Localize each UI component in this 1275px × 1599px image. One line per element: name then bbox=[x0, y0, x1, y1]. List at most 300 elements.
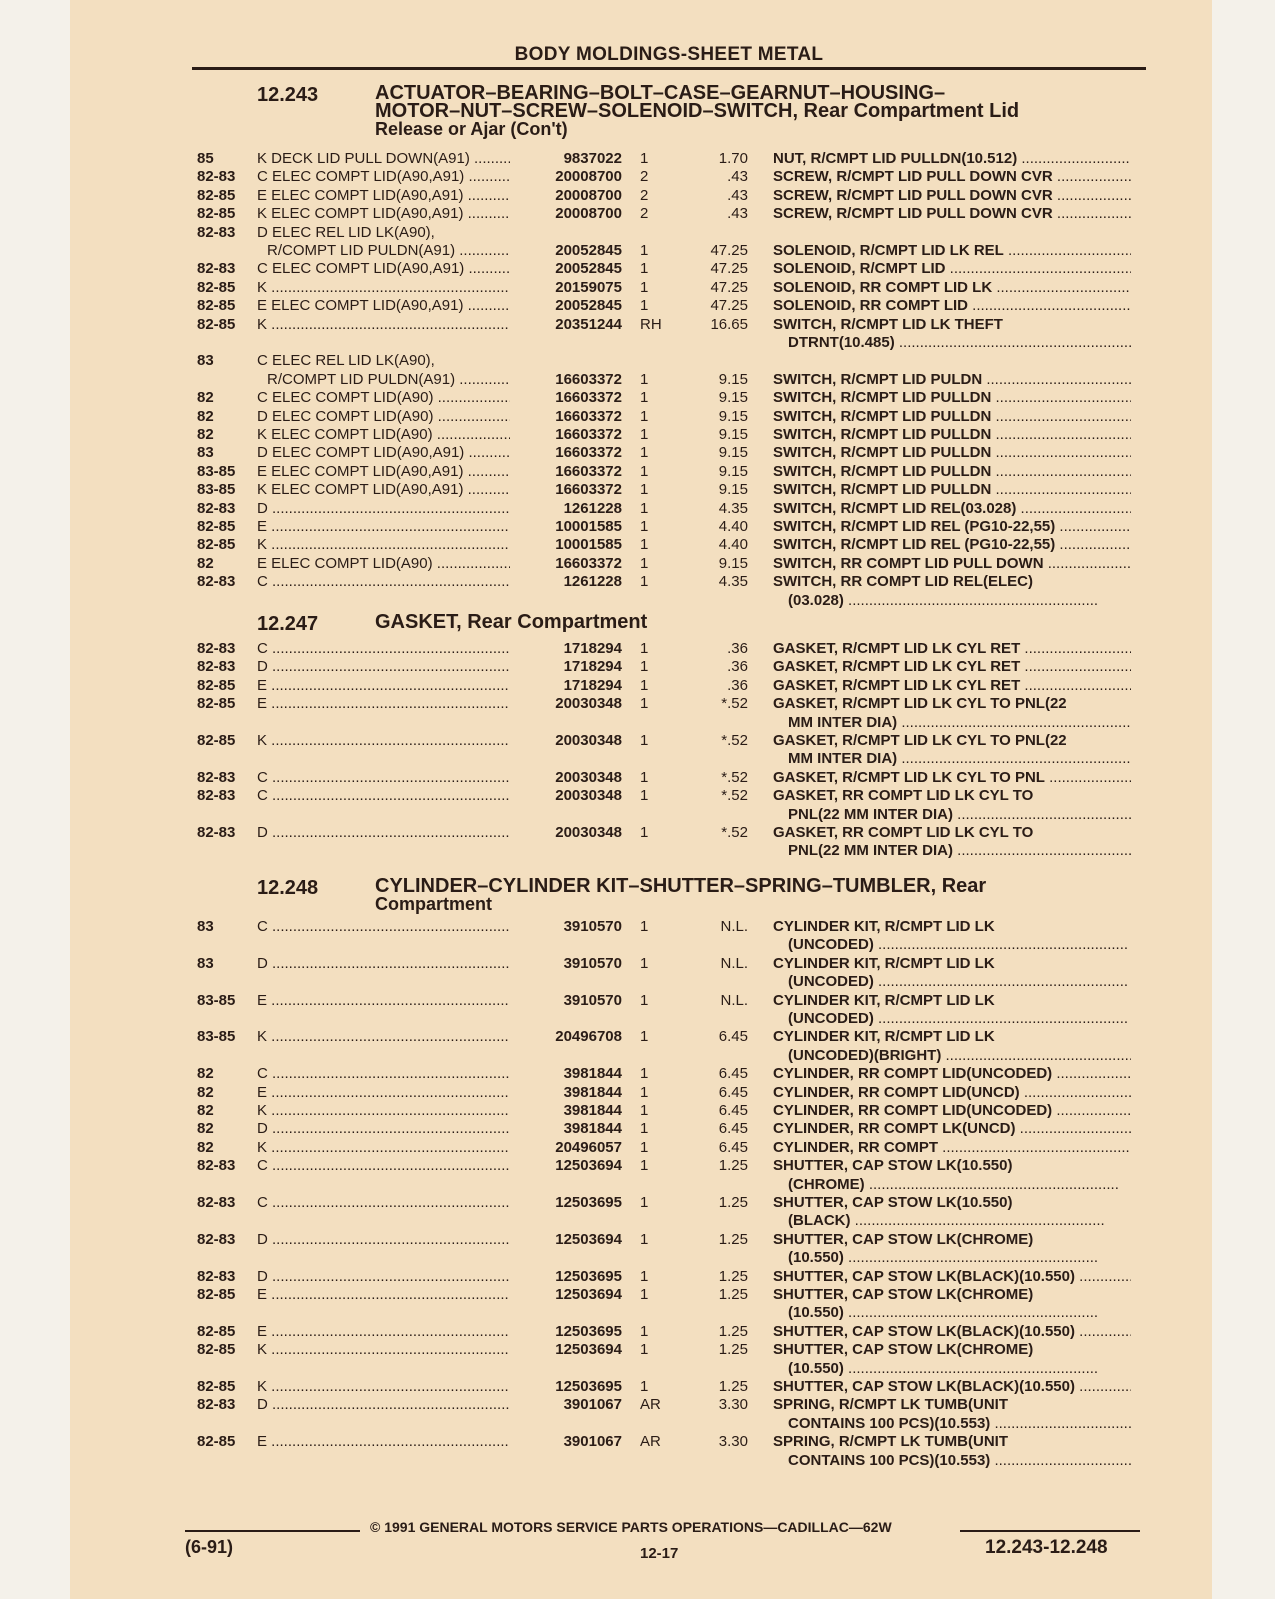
model-years: 82-85 bbox=[197, 1341, 236, 1359]
model-years: 83 bbox=[197, 352, 214, 370]
quantity: 1 bbox=[640, 260, 649, 278]
table-row bbox=[70, 389, 1212, 408]
quantity: 1 bbox=[640, 658, 649, 676]
body-style-description: K ELEC COMPT LID(A90,A91) ..... bbox=[257, 205, 525, 222]
part-name: CYLINDER, RR COMPT LID(UNCODED) ..... bbox=[773, 1065, 1131, 1082]
quantity: 1 bbox=[640, 150, 649, 167]
table-row bbox=[70, 150, 1212, 169]
model-years: 82-83 bbox=[197, 640, 236, 657]
part-name-cont: (10.550) ..... bbox=[788, 1304, 1131, 1321]
footer-page-number: 12-17 bbox=[640, 1545, 679, 1562]
table-row bbox=[70, 658, 1212, 677]
price: 4.35 bbox=[718, 573, 748, 591]
part-name: SCREW, R/CMPT LID PULL DOWN CVR ..... bbox=[773, 205, 1131, 222]
part-name-cont: (UNCODED)(BRIGHT) ..... bbox=[788, 1047, 1131, 1064]
quantity: 1 bbox=[640, 407, 649, 425]
table-row-continuation bbox=[70, 714, 1212, 733]
price: 1.25 bbox=[718, 1286, 748, 1303]
quantity: 1 bbox=[640, 918, 649, 935]
price: .36 bbox=[727, 676, 748, 694]
footer-section-range: 12.243-12.248 bbox=[985, 1537, 1108, 1558]
body-style-description: E ..... bbox=[257, 695, 525, 712]
table-row bbox=[70, 955, 1212, 974]
quantity: 1 bbox=[640, 991, 649, 1009]
model-years: 82-85 bbox=[197, 1286, 236, 1303]
table-row bbox=[70, 1194, 1212, 1213]
table-row bbox=[70, 408, 1212, 427]
model-years: 82-85 bbox=[197, 695, 236, 713]
price: 6.45 bbox=[718, 1102, 748, 1119]
table-row bbox=[70, 992, 1212, 1011]
part-name: CYLINDER KIT, R/CMPT LID LK bbox=[773, 991, 995, 1009]
quantity: AR bbox=[640, 1433, 661, 1451]
price: 1.25 bbox=[718, 1194, 748, 1211]
part-number: 12503695 bbox=[510, 1194, 622, 1211]
part-name: SWITCH, R/CMPT LID PULLDN ..... bbox=[773, 408, 1131, 425]
model-years: 83 bbox=[197, 444, 214, 462]
model-years: 82-83 bbox=[197, 658, 236, 676]
price: 1.25 bbox=[718, 1378, 748, 1395]
part-number: 12503695 bbox=[510, 1323, 622, 1340]
quantity: 1 bbox=[640, 1120, 649, 1138]
body-style-description: C ..... bbox=[257, 1194, 525, 1211]
part-name: SWITCH, R/CMPT LID REL(03.028) ..... bbox=[773, 500, 1131, 517]
part-name: SHUTTER, CAP STOW LK(10.550) bbox=[773, 1157, 1013, 1175]
quantity: 1 bbox=[640, 1138, 649, 1156]
part-number: 3981844 bbox=[510, 1102, 622, 1119]
model-years: 82-83 bbox=[197, 768, 236, 786]
part-name: SHUTTER, CAP STOW LK(CHROME) bbox=[773, 1286, 1034, 1303]
quantity: 1 bbox=[640, 824, 649, 841]
body-style-description: D ..... bbox=[257, 824, 525, 841]
price: 6.45 bbox=[718, 1138, 748, 1156]
part-name: CYLINDER, RR COMPT LID(UNCODED) ..... bbox=[773, 1102, 1131, 1119]
model-years: 82 bbox=[197, 1083, 214, 1101]
part-number: 12503694 bbox=[510, 1286, 622, 1303]
part-number: 1718294 bbox=[510, 677, 622, 694]
table-row bbox=[70, 1286, 1212, 1305]
table-row-continuation bbox=[70, 936, 1212, 955]
part-name-cont: MM INTER DIA) ..... bbox=[788, 750, 1131, 767]
table-row bbox=[70, 1065, 1212, 1084]
price: *.52 bbox=[721, 787, 748, 805]
model-years: 82 bbox=[197, 407, 214, 425]
table-row bbox=[70, 352, 1212, 371]
model-years: 82-85 bbox=[197, 205, 236, 223]
table-row bbox=[70, 1120, 1212, 1139]
price: *.52 bbox=[721, 824, 748, 841]
price: 47.25 bbox=[710, 297, 748, 315]
price: 47.25 bbox=[710, 278, 748, 296]
table-row-continuation bbox=[70, 371, 1212, 390]
quantity: 1 bbox=[640, 1194, 649, 1211]
part-number: 20008700 bbox=[510, 187, 622, 204]
model-years: 82-83 bbox=[197, 824, 236, 841]
body-style-description-cont: R/COMPT LID PULDN(A91) ..... bbox=[267, 242, 525, 259]
table-row bbox=[70, 297, 1212, 316]
part-name: SOLENOID, R/CMPT LID LK REL ..... bbox=[773, 242, 1131, 259]
part-number: 3901067 bbox=[510, 1396, 622, 1413]
part-number: 10001585 bbox=[510, 518, 622, 535]
table-row-continuation bbox=[70, 1415, 1212, 1434]
part-number: 20008700 bbox=[510, 205, 622, 222]
quantity: 1 bbox=[640, 573, 649, 591]
table-row-continuation bbox=[70, 1212, 1212, 1231]
part-number: 20052845 bbox=[510, 297, 622, 314]
price: 9.15 bbox=[718, 444, 748, 462]
quantity: 1 bbox=[640, 732, 649, 749]
table-row-continuation bbox=[70, 1249, 1212, 1268]
body-style-description: K ELEC COMPT LID(A90) ..... bbox=[257, 426, 525, 443]
price: .43 bbox=[727, 168, 748, 186]
part-number: 1718294 bbox=[510, 640, 622, 657]
part-name: SOLENOID, RR COMPT LID LK ..... bbox=[773, 279, 1131, 296]
price: N.L. bbox=[720, 991, 748, 1009]
body-style-description: K ..... bbox=[257, 1378, 525, 1395]
part-name: SWITCH, R/CMPT LID REL (PG10-22,55) ..... bbox=[773, 536, 1131, 553]
table-row bbox=[70, 1378, 1212, 1397]
quantity: 1 bbox=[640, 1083, 649, 1101]
part-number: 3910570 bbox=[510, 955, 622, 972]
model-years: 82-83 bbox=[197, 1396, 236, 1414]
part-number: 9837022 bbox=[510, 150, 622, 167]
part-name: SWITCH, R/CMPT LID PULLDN ..... bbox=[773, 481, 1131, 498]
table-row bbox=[70, 205, 1212, 224]
body-style-description: D ..... bbox=[257, 658, 525, 675]
quantity: 1 bbox=[640, 444, 649, 462]
price: 9.15 bbox=[718, 462, 748, 480]
quantity: 2 bbox=[640, 205, 649, 223]
page-header-title: BODY MOLDINGS-SHEET METAL bbox=[514, 44, 824, 65]
part-name-cont: MM INTER DIA) ..... bbox=[788, 714, 1131, 731]
part-name: CYLINDER, RR COMPT LID(UNCD) ..... bbox=[773, 1084, 1131, 1101]
table-row bbox=[70, 1433, 1212, 1452]
table-row bbox=[70, 1268, 1212, 1287]
body-style-description: D ..... bbox=[257, 1120, 525, 1137]
part-number: 20030348 bbox=[510, 732, 622, 749]
part-number: 12503694 bbox=[510, 1157, 622, 1174]
part-name: GASKET, R/CMPT LID LK CYL RET ..... bbox=[773, 677, 1131, 694]
price: 6.45 bbox=[718, 1120, 748, 1138]
price: 1.25 bbox=[718, 1267, 748, 1285]
table-row bbox=[70, 573, 1212, 592]
part-number: 1261228 bbox=[510, 500, 622, 517]
model-years: 83 bbox=[197, 954, 214, 972]
part-name: GASKET, RR COMPT LID LK CYL TO bbox=[773, 787, 1034, 805]
table-row bbox=[70, 1028, 1212, 1047]
model-years: 82-83 bbox=[197, 1267, 236, 1285]
part-number: 12503695 bbox=[510, 1268, 622, 1285]
price: 9.15 bbox=[718, 426, 748, 443]
model-years: 82-85 bbox=[197, 732, 236, 749]
table-row bbox=[70, 481, 1212, 500]
model-years: 83-85 bbox=[197, 481, 236, 499]
part-name: CYLINDER, RR COMPT ..... bbox=[773, 1139, 1131, 1156]
catalog-page bbox=[70, 0, 1212, 1599]
part-number: 20496708 bbox=[510, 1028, 622, 1045]
table-row bbox=[70, 732, 1212, 751]
body-style-description: E ..... bbox=[257, 1286, 525, 1303]
part-number: 3981844 bbox=[510, 1084, 622, 1101]
part-name: SWITCH, RR COMPT LID PULL DOWN ..... bbox=[773, 555, 1131, 572]
body-style-description: E ELEC COMPT LID(A90,A91) ..... bbox=[257, 187, 525, 204]
body-style-description: C ..... bbox=[257, 573, 525, 590]
part-name: SWITCH, R/CMPT LID PULLDN ..... bbox=[773, 444, 1131, 461]
part-number: 16603372 bbox=[510, 444, 622, 461]
model-years: 85 bbox=[197, 150, 214, 167]
body-style-description: K ELEC COMPT LID(A90,A91) ..... bbox=[257, 481, 525, 498]
body-style-description: K DECK LID PULL DOWN(A91) ..... bbox=[257, 150, 525, 167]
section-title-line: Release or Ajar (Con't) bbox=[375, 119, 568, 139]
body-style-description: E ELEC COMPT LID(A90,A91) ..... bbox=[257, 463, 525, 480]
part-number: 16603372 bbox=[510, 463, 622, 480]
model-years: 82-85 bbox=[197, 676, 236, 694]
table-row bbox=[70, 555, 1212, 574]
model-years: 82-85 bbox=[197, 1433, 236, 1451]
part-number: 1261228 bbox=[510, 573, 622, 590]
quantity: 1 bbox=[640, 1267, 649, 1285]
price: 1.25 bbox=[718, 1230, 748, 1248]
price: *.52 bbox=[721, 768, 748, 786]
part-name: SWITCH, R/CMPT LID REL (PG10-22,55) ..... bbox=[773, 518, 1131, 535]
price: 6.45 bbox=[718, 1028, 748, 1046]
part-name: SOLENOID, R/CMPT LID ..... bbox=[773, 260, 1131, 277]
price: 47.25 bbox=[710, 242, 748, 259]
quantity: 1 bbox=[640, 1341, 649, 1359]
quantity: 1 bbox=[640, 278, 649, 296]
section-number: 12.248 bbox=[257, 877, 319, 899]
model-years: 83-85 bbox=[197, 1028, 236, 1046]
part-name-cont: DTRNT(10.485) ..... bbox=[788, 334, 1131, 351]
part-name-cont: PNL(22 MM INTER DIA) ..... bbox=[788, 842, 1131, 859]
quantity: AR bbox=[640, 1396, 661, 1414]
quantity: 1 bbox=[640, 462, 649, 480]
table-row-continuation bbox=[70, 973, 1212, 992]
footer-copyright: © 1991 GENERAL MOTORS SERVICE PARTS OPERATIONS—CADILLAC—62W bbox=[370, 1519, 892, 1535]
part-number: 20030348 bbox=[510, 695, 622, 712]
body-style-description: K ..... bbox=[257, 1028, 525, 1045]
body-style-description: K ..... bbox=[257, 316, 525, 333]
quantity: 1 bbox=[640, 389, 649, 407]
price: 3.30 bbox=[718, 1433, 748, 1451]
body-style-description: K ..... bbox=[257, 1102, 525, 1119]
quantity: RH bbox=[640, 315, 662, 333]
section-number: 12.247 bbox=[257, 613, 319, 635]
table-row bbox=[70, 1341, 1212, 1360]
table-row-continuation bbox=[70, 806, 1212, 825]
body-style-description: K ..... bbox=[257, 1341, 525, 1358]
part-number: 10001585 bbox=[510, 536, 622, 553]
body-style-description: D ELEC COMPT LID(A90,A91) ..... bbox=[257, 444, 525, 461]
table-row bbox=[70, 260, 1212, 279]
model-years: 82-85 bbox=[197, 1378, 236, 1395]
model-years: 82 bbox=[197, 1138, 214, 1156]
part-name: SWITCH, R/CMPT LID PULLDN ..... bbox=[773, 389, 1131, 406]
part-number: 20159075 bbox=[510, 279, 622, 296]
part-name: SHUTTER, CAP STOW LK(CHROME) bbox=[773, 1341, 1034, 1359]
body-style-description: K ..... bbox=[257, 536, 525, 553]
price: 1.25 bbox=[718, 1341, 748, 1359]
model-years: 82-83 bbox=[197, 1157, 236, 1175]
part-number: 16603372 bbox=[510, 408, 622, 425]
table-row bbox=[70, 187, 1212, 206]
quantity: 1 bbox=[640, 768, 649, 786]
quantity: 1 bbox=[640, 1065, 649, 1083]
part-name-cont: (UNCODED) ..... bbox=[788, 1010, 1131, 1027]
quantity: 1 bbox=[640, 554, 649, 572]
body-style-description: E ..... bbox=[257, 1084, 525, 1101]
body-style-description: C ..... bbox=[257, 640, 525, 657]
table-row bbox=[70, 824, 1212, 843]
footer-rule-right bbox=[960, 1530, 1140, 1532]
table-row bbox=[70, 463, 1212, 482]
body-style-description: E ELEC COMPT LID(A90,A91) ..... bbox=[257, 297, 525, 314]
part-number: 20351244 bbox=[510, 316, 622, 333]
body-style-description: D ELEC COMPT LID(A90) ..... bbox=[257, 408, 525, 425]
body-style-description: C ..... bbox=[257, 769, 525, 786]
body-style-description-cont: R/COMPT LID PULDN(A91) ..... bbox=[267, 371, 525, 388]
part-name: SCREW, R/CMPT LID PULL DOWN CVR ..... bbox=[773, 168, 1131, 185]
quantity: 1 bbox=[640, 297, 649, 315]
part-name: SWITCH, R/CMPT LID LK THEFT bbox=[773, 315, 1003, 333]
table-row bbox=[70, 1396, 1212, 1415]
table-row-continuation bbox=[70, 592, 1212, 611]
price: .36 bbox=[727, 658, 748, 676]
quantity: 1 bbox=[640, 695, 649, 713]
model-years: 82-85 bbox=[197, 536, 236, 554]
part-name-cont: (03.028) ..... bbox=[788, 592, 1131, 609]
body-style-description: C ..... bbox=[257, 1065, 525, 1082]
part-name-cont: (BLACK) ..... bbox=[788, 1212, 1131, 1229]
price: 4.35 bbox=[718, 499, 748, 517]
quantity: 1 bbox=[640, 676, 649, 694]
part-number: 12503695 bbox=[510, 1378, 622, 1395]
quantity: 1 bbox=[640, 1378, 649, 1395]
part-number: 20052845 bbox=[510, 260, 622, 277]
price: 9.15 bbox=[718, 481, 748, 499]
part-name-cont: (10.550) ..... bbox=[788, 1249, 1131, 1266]
part-name: SWITCH, RR COMPT LID REL(ELEC) bbox=[773, 573, 1033, 591]
table-row bbox=[70, 500, 1212, 519]
model-years: 82-85 bbox=[197, 315, 236, 333]
quantity: 1 bbox=[640, 640, 649, 657]
model-years: 82-85 bbox=[197, 297, 236, 315]
part-number: 3981844 bbox=[510, 1120, 622, 1137]
model-years: 82-83 bbox=[197, 499, 236, 517]
body-style-description: E ..... bbox=[257, 1323, 525, 1340]
part-name-cont: (10.550) ..... bbox=[788, 1360, 1131, 1377]
part-name: CYLINDER KIT, R/CMPT LID LK bbox=[773, 1028, 995, 1046]
part-number: 16603372 bbox=[510, 481, 622, 498]
table-row bbox=[70, 518, 1212, 537]
price: 9.15 bbox=[718, 407, 748, 425]
table-row-continuation bbox=[70, 334, 1212, 353]
part-name: SOLENOID, RR COMPT LID ..... bbox=[773, 297, 1131, 314]
body-style-description: K ..... bbox=[257, 279, 525, 296]
quantity: 1 bbox=[640, 536, 649, 554]
model-years: 83-85 bbox=[197, 991, 236, 1009]
price: .43 bbox=[727, 186, 748, 204]
part-number: 20052845 bbox=[510, 242, 622, 259]
part-number: 20496057 bbox=[510, 1139, 622, 1156]
price: 9.15 bbox=[718, 370, 748, 388]
table-row-continuation bbox=[70, 1047, 1212, 1066]
part-name: GASKET, R/CMPT LID LK CYL TO PNL(22 bbox=[773, 695, 1067, 713]
table-row-continuation bbox=[70, 1452, 1212, 1471]
part-name: GASKET, R/CMPT LID LK CYL RET ..... bbox=[773, 640, 1131, 657]
footer-revision: (6-91) bbox=[185, 1537, 234, 1557]
price: N.L. bbox=[720, 954, 748, 972]
body-style-description: C ..... bbox=[257, 918, 525, 935]
price: 16.65 bbox=[710, 315, 748, 333]
quantity: 2 bbox=[640, 168, 649, 186]
part-number: 16603372 bbox=[510, 389, 622, 406]
part-name: CYLINDER KIT, R/CMPT LID LK bbox=[773, 954, 995, 972]
table-row bbox=[70, 168, 1212, 187]
price: .43 bbox=[727, 205, 748, 223]
section-title-line: GASKET, Rear Compartment bbox=[375, 611, 648, 633]
part-name: SHUTTER, CAP STOW LK(CHROME) bbox=[773, 1230, 1034, 1248]
part-name-cont: PNL(22 MM INTER DIA) ..... bbox=[788, 806, 1131, 823]
quantity: 1 bbox=[640, 954, 649, 972]
price: 9.15 bbox=[718, 554, 748, 572]
quantity: 1 bbox=[640, 1102, 649, 1119]
model-years: 82 bbox=[197, 1120, 214, 1138]
body-style-description: C ELEC COMPT LID(A90) ..... bbox=[257, 389, 525, 406]
table-row bbox=[70, 1102, 1212, 1121]
model-years: 83-85 bbox=[197, 462, 236, 480]
part-name: SHUTTER, CAP STOW LK(BLACK)(10.550) ..... bbox=[773, 1378, 1131, 1395]
part-number: 12503694 bbox=[510, 1231, 622, 1248]
part-name: NUT, R/CMPT LID PULLDN(10.512) ..... bbox=[773, 150, 1131, 167]
part-name: SWITCH, R/CMPT LID PULLDN ..... bbox=[773, 463, 1131, 480]
part-name: CYLINDER, RR COMPT LK(UNCD) ..... bbox=[773, 1120, 1131, 1137]
table-row bbox=[70, 224, 1212, 243]
price: 4.40 bbox=[718, 518, 748, 535]
model-years: 82 bbox=[197, 1102, 214, 1119]
part-name: SHUTTER, CAP STOW LK(10.550) bbox=[773, 1194, 1013, 1211]
part-number: 20008700 bbox=[510, 168, 622, 185]
table-row bbox=[70, 1139, 1212, 1158]
body-style-description: D ..... bbox=[257, 1268, 525, 1285]
body-style-description: D ..... bbox=[257, 500, 525, 517]
part-number: 3910570 bbox=[510, 918, 622, 935]
table-row-continuation bbox=[70, 750, 1212, 769]
part-name: GASKET, R/CMPT LID LK CYL TO PNL(22 bbox=[773, 732, 1067, 749]
section-number: 12.243 bbox=[257, 84, 319, 106]
part-number: 16603372 bbox=[510, 371, 622, 388]
section-title-line: ACTUATOR–BEARING–BOLT–CASE–GEARNUT–HOUSING– bbox=[375, 82, 946, 104]
part-number: 20030348 bbox=[510, 769, 622, 786]
model-years: 82-83 bbox=[197, 573, 236, 591]
table-row bbox=[70, 426, 1212, 445]
quantity: 1 bbox=[640, 426, 649, 443]
part-name-cont: (UNCODED) ..... bbox=[788, 936, 1131, 953]
table-row-continuation bbox=[70, 842, 1212, 861]
part-number: 3901067 bbox=[510, 1433, 622, 1450]
header-rule bbox=[192, 67, 1146, 70]
part-name-cont: (UNCODED) ..... bbox=[788, 973, 1131, 990]
model-years: 83 bbox=[197, 918, 214, 935]
body-style-description: K ..... bbox=[257, 1139, 525, 1156]
part-name: SWITCH, R/CMPT LID PULDN ..... bbox=[773, 371, 1131, 388]
body-style-description: E ..... bbox=[257, 677, 525, 694]
table-row-continuation bbox=[70, 1176, 1212, 1195]
quantity: 1 bbox=[640, 1286, 649, 1303]
model-years: 82 bbox=[197, 426, 214, 443]
part-number: 16603372 bbox=[510, 426, 622, 443]
part-name: SWITCH, R/CMPT LID PULLDN ..... bbox=[773, 426, 1131, 443]
